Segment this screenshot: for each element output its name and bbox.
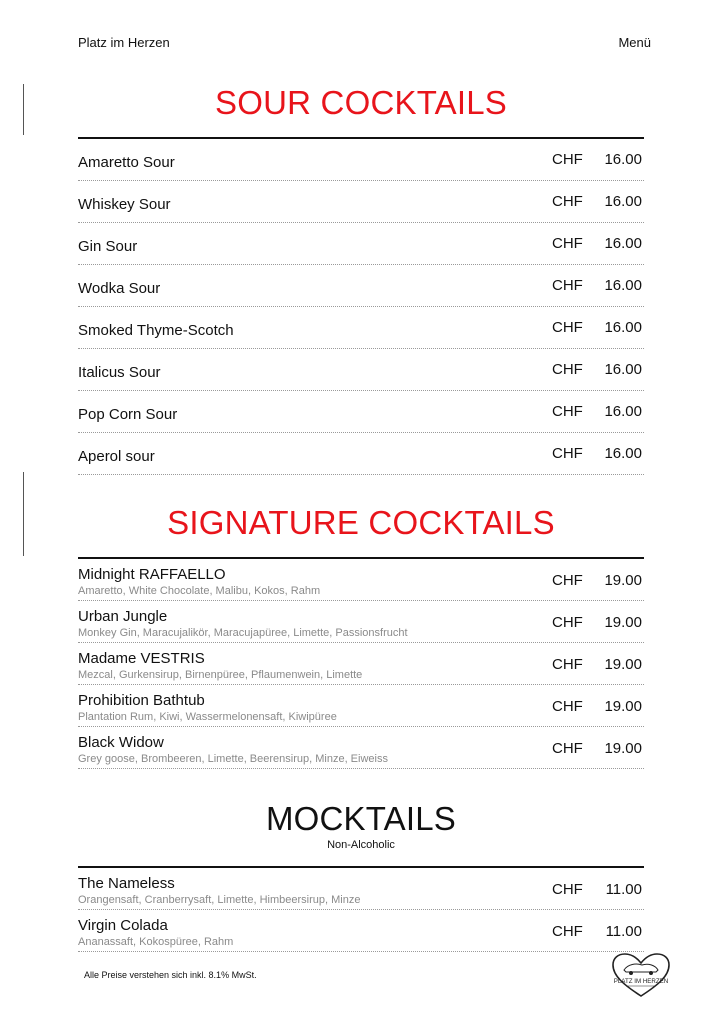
item-currency: CHF xyxy=(552,698,583,715)
item-name: The Nameless xyxy=(78,875,175,892)
item-currency: CHF xyxy=(552,193,583,210)
item-price: 19.00 xyxy=(604,572,642,589)
item-currency: CHF xyxy=(552,614,583,631)
header-menu-label: Menü xyxy=(618,35,651,50)
item-currency: CHF xyxy=(552,361,583,378)
item-price: 11.00 xyxy=(605,923,642,940)
menu-item xyxy=(78,727,644,769)
menu-item xyxy=(78,433,644,475)
item-price: 16.00 xyxy=(604,403,642,420)
item-price: 16.00 xyxy=(604,319,642,336)
item-ingredients: Grey goose, Brombeeren, Limette, Beerensirup, Minze, Eiweiss xyxy=(78,753,388,765)
item-currency: CHF xyxy=(552,403,583,420)
item-currency: CHF xyxy=(552,151,583,168)
item-name: Gin Sour xyxy=(78,238,138,255)
item-ingredients: Amaretto, White Chocolate, Malibu, Kokos, Rahm xyxy=(78,585,321,597)
item-name: Italicus Sour xyxy=(78,364,161,381)
menu-item xyxy=(78,601,644,643)
menu-list xyxy=(78,868,644,952)
menu-item xyxy=(78,643,644,685)
item-ingredients: Mezcal, Gurkensirup, Birnenpüree, Pflaumenwein, Limette xyxy=(78,669,363,681)
header-brand: Platz im Herzen xyxy=(78,35,170,50)
menu-item xyxy=(78,181,644,223)
svg-text:PLATZ IM HERZEN: PLATZ IM HERZEN xyxy=(613,978,669,985)
item-currency: CHF xyxy=(552,881,583,898)
item-ingredients: Orangensaft, Cranberrysaft, Limette, Himbeersirup, Minze xyxy=(78,894,361,906)
item-price: 19.00 xyxy=(604,614,642,631)
item-price: 19.00 xyxy=(604,740,642,757)
item-currency: CHF xyxy=(552,277,583,294)
menu-item xyxy=(78,265,644,307)
section-title: MOCKTAILS xyxy=(265,800,457,837)
item-currency: CHF xyxy=(552,923,583,940)
item-currency: CHF xyxy=(552,572,583,589)
margin-bar xyxy=(23,84,24,135)
item-ingredients: Plantation Rum, Kiwi, Wassermelonensaft, Kiwipüree xyxy=(78,711,337,723)
menu-item xyxy=(78,349,644,391)
item-price: 16.00 xyxy=(604,151,642,168)
item-currency: CHF xyxy=(552,656,583,673)
heart-logo-icon xyxy=(610,952,672,998)
menu-item xyxy=(78,868,644,910)
menu-item xyxy=(78,910,644,952)
item-price: 16.00 xyxy=(604,361,642,378)
menu-list xyxy=(78,559,644,769)
item-name: Smoked Thyme-Scotch xyxy=(78,322,234,339)
item-price: 16.00 xyxy=(604,445,642,462)
item-price: 16.00 xyxy=(604,235,642,252)
section-signature-cocktails xyxy=(78,503,644,769)
menu-item xyxy=(78,139,644,181)
item-name: Aperol sour xyxy=(78,448,155,465)
price-note: Alle Preise verstehen sich inkl. 8.1% MwSt. xyxy=(84,970,257,980)
item-ingredients: Ananassaft, Kokospüree, Rahm xyxy=(78,936,234,948)
item-price: 19.00 xyxy=(604,698,642,715)
menu-item xyxy=(78,307,644,349)
item-price: 11.00 xyxy=(605,881,642,898)
item-currency: CHF xyxy=(552,235,583,252)
menu-item xyxy=(78,559,644,601)
menu-list xyxy=(78,139,644,475)
item-currency: CHF xyxy=(552,740,583,757)
section-subtitle: Non-Alcoholic xyxy=(327,839,395,851)
item-name: Prohibition Bathtub xyxy=(78,692,205,709)
section-sour-cocktails xyxy=(78,83,644,475)
menu-item xyxy=(78,391,644,433)
item-name: Madame VESTRIS xyxy=(78,650,205,667)
item-name: Whiskey Sour xyxy=(78,196,171,213)
item-name: Amaretto Sour xyxy=(78,154,175,171)
item-name: Pop Corn Sour xyxy=(78,406,178,423)
item-name: Urban Jungle xyxy=(78,608,168,625)
section-title: SOUR COCKTAILS xyxy=(215,84,507,121)
menu-item xyxy=(78,223,644,265)
item-ingredients: Monkey Gin, Maracujalikör, Maracujapüree, Limette, Passionsfrucht xyxy=(78,627,408,639)
section-title: SIGNATURE COCKTAILS xyxy=(167,504,555,541)
item-name: Virgin Colada xyxy=(78,917,168,934)
item-currency: CHF xyxy=(552,319,583,336)
item-price: 16.00 xyxy=(604,277,642,294)
menu-item xyxy=(78,685,644,727)
margin-bar xyxy=(23,472,24,556)
item-currency: CHF xyxy=(552,445,583,462)
item-price: 19.00 xyxy=(604,656,642,673)
item-name: Wodka Sour xyxy=(78,280,161,297)
item-price: 16.00 xyxy=(604,193,642,210)
item-name: Black Widow xyxy=(78,734,164,751)
section-mocktails xyxy=(78,799,644,952)
item-name: Midnight RAFFAELLO xyxy=(78,566,226,583)
